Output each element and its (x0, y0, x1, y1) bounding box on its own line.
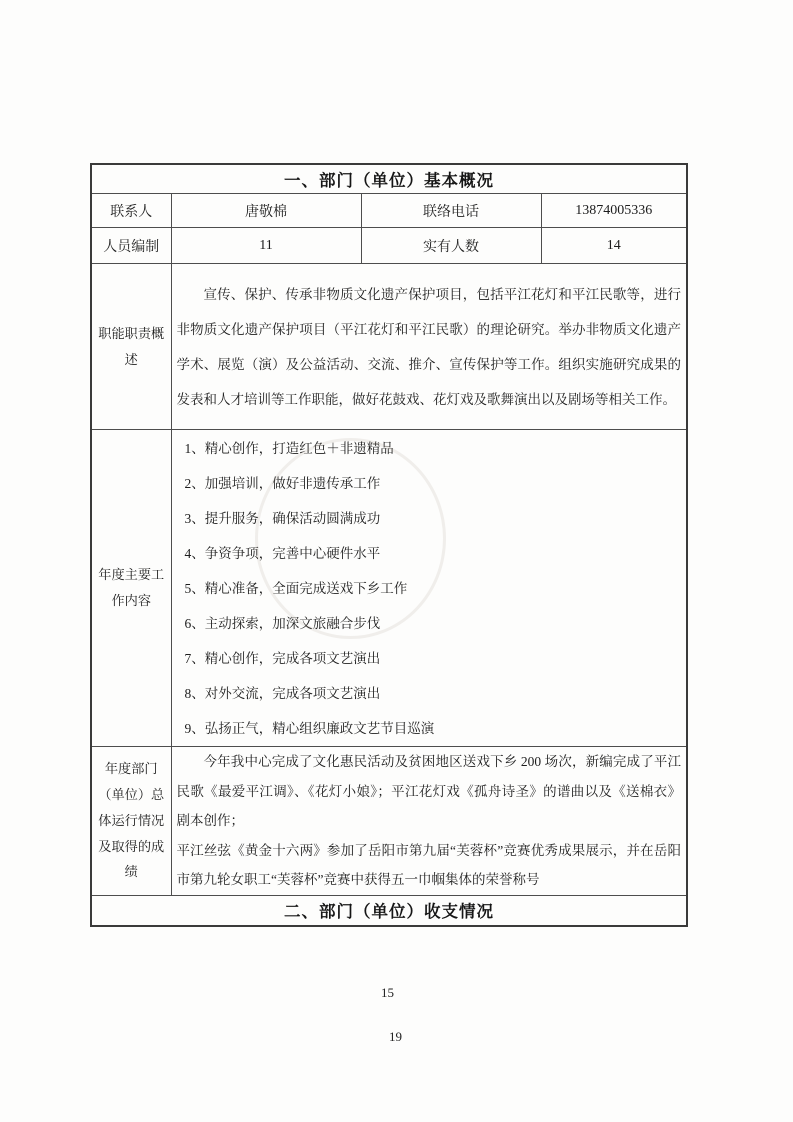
work-item-2: 2、加强培训，做好非遗传承工作 (184, 475, 381, 491)
annual-summary-content-cell (171, 747, 687, 896)
contact-name: 唐敬棉 (171, 194, 361, 228)
work-item-9: 9、弘扬正气，精心组织廉政文艺节目巡演 (184, 720, 435, 736)
department-basic-info-table (90, 163, 688, 927)
work-item-1: 1、精心创作，打造红色＋非遗精品 (184, 440, 394, 456)
page-number-lower: 19 (389, 1029, 402, 1044)
duty-content-cell (171, 264, 687, 430)
annual-work-label: 年度主要工作内容 (91, 430, 171, 747)
work-item-5: 5、精心准备，全面完成送戏下乡工作 (184, 580, 408, 596)
annual-work-row (91, 430, 687, 747)
annual-summary-row (91, 747, 687, 896)
staffing-value: 11 (171, 228, 361, 264)
contact-label: 联系人 (91, 194, 171, 228)
staffing-row (91, 228, 687, 264)
summary-paragraph-1: 今年我中心完成了文化惠民活动及贫困地区送戏下乡 200 场次，新编完成了平江民歌《最爱平江调》、《花灯小娘》；平江花灯戏《孤舟诗圣》的谱曲以及《送棉衣》剧本创作； (176, 754, 681, 828)
section1-title-row (91, 164, 687, 194)
annual-summary-label: 年度部门（单位）总体运行情况及取得的成绩 (91, 747, 171, 896)
section2-title: 二、部门（单位）收支情况 (91, 895, 687, 926)
work-item-7: 7、精心创作，完成各项文艺演出 (184, 650, 381, 666)
phone-number: 13874005336 (541, 194, 687, 228)
section2-title-row (91, 895, 687, 926)
duty-paragraph: 宣传、保护、传承非物质文化遗产保护项目，包括平江花灯和平江民歌等，进行非物质文化遗产保护项目（平江花灯和平江民歌）的理论研究。举办非物质文化遗产学术、展览（演）及公益活动、交流、推介、宣传保护等工作。组织实施研究成果的发表和人才培训等工作职能，做好花鼓戏、花灯戏及歌舞演出以及剧场等相关工作。 (176, 286, 681, 407)
duty-label: 职能职责概述 (91, 264, 171, 430)
duty-row (91, 264, 687, 430)
phone-label: 联络电话 (361, 194, 541, 228)
staffing-label: 人员编制 (91, 228, 171, 264)
contact-row (91, 194, 687, 228)
work-item-8: 8、对外交流，完成各项文艺演出 (184, 685, 381, 701)
work-item-4: 4、争资争项，完善中心硬件水平 (184, 545, 381, 561)
annual-work-list (171, 430, 687, 747)
headcount-label: 实有人数 (361, 228, 541, 264)
work-item-3: 3、提升服务，确保活动圆满成功 (184, 510, 381, 526)
work-item-6: 6、主动探索，加深文旅融合步伐 (184, 615, 381, 631)
page-number-upper: 15 (381, 985, 394, 1000)
headcount-value: 14 (541, 228, 687, 264)
summary-paragraph-2: 平江丝弦《黄金十六两》参加了岳阳市第九届“芙蓉杯”竞赛优秀成果展示，并在岳阳市第九轮女职工“芙蓉杯”竞赛中获得五一巾帼集体的荣誉称号 (176, 842, 681, 887)
section1-title: 一、部门（单位）基本概况 (91, 164, 687, 194)
